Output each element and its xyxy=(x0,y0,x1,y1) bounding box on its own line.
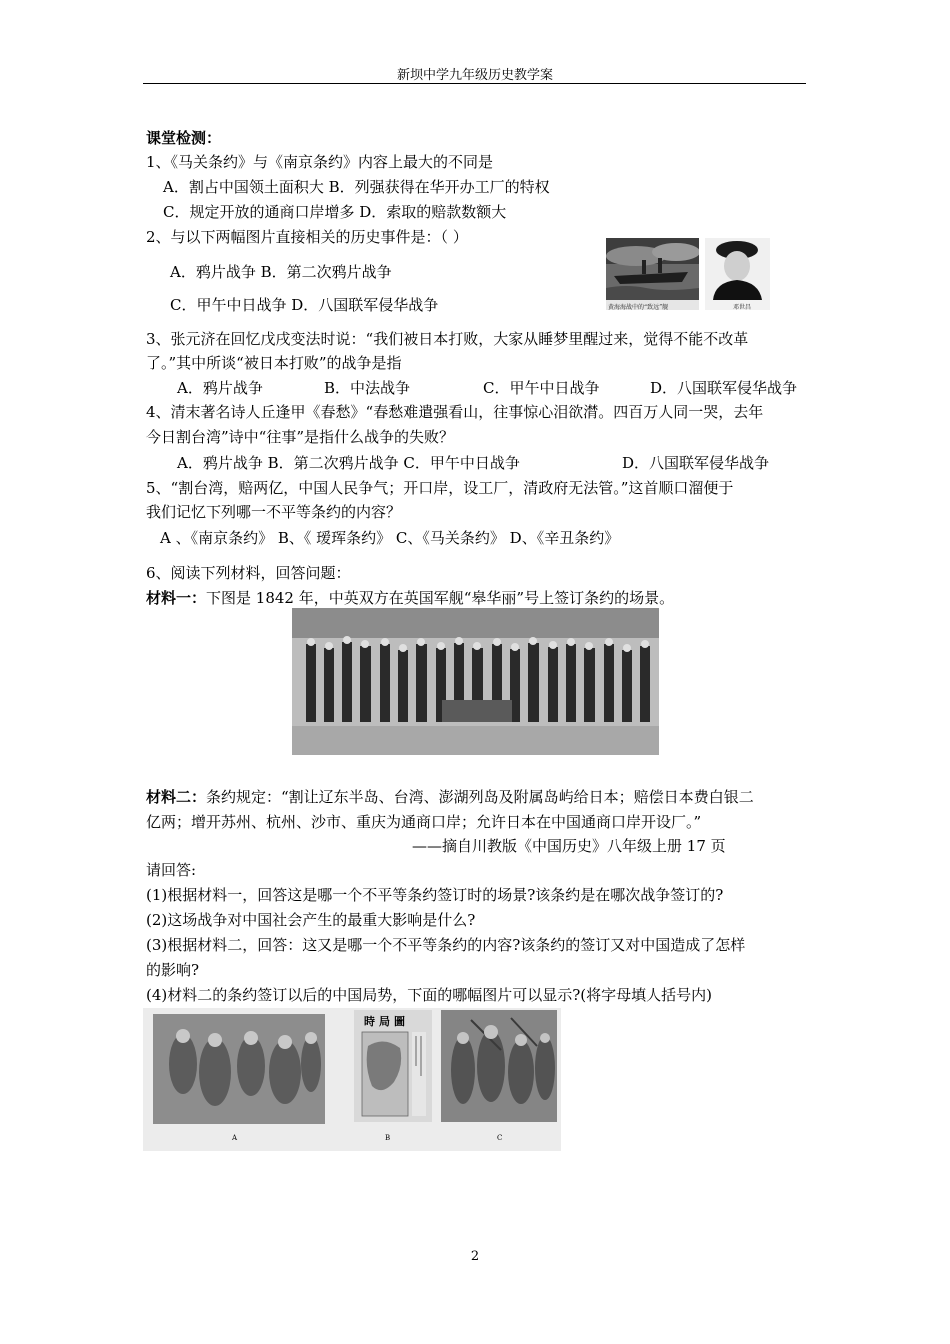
picture-a-label: A xyxy=(232,1134,238,1142)
picture-b-shiju-tu xyxy=(354,1010,432,1122)
picture-a-relief xyxy=(153,1014,325,1124)
q5-options: A 、《南京条约》 B、《 瑷珲条约》 C、《马关条约》 D、《辛丑条约》 xyxy=(160,529,620,547)
portrait-caption: 邓世昌 xyxy=(733,304,752,310)
material-two-text1: 条约规定：“割让辽东半岛、台湾、澎湖列岛及附属岛屿给日本；赔偿日本费白银二 xyxy=(206,788,754,806)
choice-pictures-panel xyxy=(143,1008,561,1151)
q3-option-b: B．中法战争 xyxy=(324,379,411,397)
material-two-line1 xyxy=(146,786,754,807)
material-two-label: 材料二： xyxy=(146,788,207,806)
sub-question-2: (2)这场战争对中国社会产生的最重大影响是什么? xyxy=(146,911,476,929)
material-one xyxy=(146,587,674,608)
q4-line2: 今日割台湾”诗中“往事”是指什么战争的失败？ xyxy=(146,428,455,446)
q3-line2: 了。”其中所谈“被日本打败”的战争是指 xyxy=(146,354,402,372)
picture-c-label: C xyxy=(497,1134,503,1142)
deng-shichang-portrait xyxy=(705,238,770,310)
material-one-text: 下图是 1842 年，中英双方在英国军舰“皋华丽”号上签订条约的场景。 xyxy=(206,589,675,607)
material-one-label: 材料一： xyxy=(146,589,207,607)
picture-b-label: B xyxy=(385,1134,391,1142)
q6-stem: 6、阅读下列材料，回答问题： xyxy=(146,564,351,582)
picture-b-title: 時局圖 xyxy=(364,1015,409,1028)
sub-question-3-line1: (3)根据材料二，回答：这又是哪一个不平等条约的内容?该条约的签订又对中国造成了怎样 xyxy=(146,936,746,954)
q3-line1: 3、张元济在回忆戊戌变法时说：“我们被日本打败，大家从睡梦里醒过来，觉得不能不改革 xyxy=(146,330,749,348)
q3-option-a: A．鸦片战争 xyxy=(177,379,263,397)
q5-line1: 5、“割台湾，赔两亿，中国人民争气；开口岸，设工厂，清政府无法管。”这首顺口溜便于 xyxy=(146,479,734,497)
q4-line1: 4、清末著名诗人丘逢甲《春愁》“春愁难遣强看山，往事惊心泪欲潸。四百万人同一哭，去年 xyxy=(146,403,764,421)
q3-option-d: D．八国联军侵华战争 xyxy=(650,379,798,397)
q1-options-cd: C．规定开放的通商口岸增多 D．索取的赔款数额大 xyxy=(163,203,507,221)
section-title: 课堂检测： xyxy=(146,129,222,147)
picture-c-relief xyxy=(441,1010,557,1122)
q3-option-c: C．甲午中日战争 xyxy=(483,379,600,397)
header-divider xyxy=(143,83,806,84)
sub-question-3-line2: 的影响? xyxy=(146,961,200,979)
q4-options-abc: A．鸦片战争 B．第二次鸦片战争 C．甲午中日战争 xyxy=(177,454,520,472)
q4-option-d: D．八国联军侵华战争 xyxy=(622,454,770,472)
q1-options-ab: A．割占中国领土面积大 B．列强获得在华开办工厂的特权 xyxy=(163,178,550,196)
sub-question-1: (1)根据材料一，回答这是哪一个不平等条约签订时的场景?该条约是在哪次战争签订的? xyxy=(146,886,724,904)
q2-options-ab: A．鸦片战争 B．第二次鸦片战争 xyxy=(170,263,392,281)
q5-line2: 我们记忆下列哪一不平等条约的内容？ xyxy=(146,503,402,521)
material-two-source: ——摘自川教版《中国历史》八年级上册 17 页 xyxy=(412,837,726,855)
page-header-title: 新坝中学九年级历史教学案 xyxy=(396,68,553,83)
ship-caption: 黄海海战中的“致远”舰 xyxy=(608,304,669,310)
sub-question-4: (4)材料二的条约签订以后的中国局势，下面的哪幅图片可以显示?(将字母填人括号内) xyxy=(146,986,712,1004)
q2-stem: 2、与以下两幅图片直接相关的历史事件是：（ ） xyxy=(146,228,468,246)
material-two-line2: 亿两；增开苏州、杭州、沙市、重庆为通商口岸；允许日本在中国通商口岸开设厂。” xyxy=(146,813,702,831)
answer-prompt: 请回答: xyxy=(146,861,197,879)
q2-options-cd: C．甲午中日战争 D．八国联军侵华战争 xyxy=(170,296,439,314)
q1-stem: 1、《马关条约》与《南京条约》内容上最大的不同是 xyxy=(146,153,494,171)
treaty-signing-scene-image xyxy=(292,608,659,755)
zhiyuan-warship-image xyxy=(606,238,699,310)
page-number: 2 xyxy=(470,1249,480,1264)
